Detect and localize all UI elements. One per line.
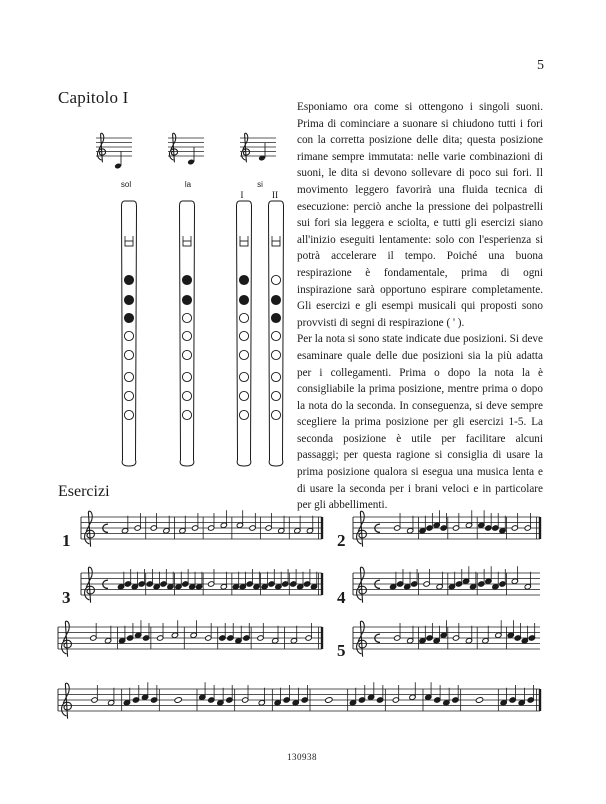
treble-clef-icon [62,683,72,719]
chapter-title: Capitolo I [58,88,129,107]
treble-clef-icon [357,511,367,547]
exercise-staff-5 [353,620,540,656]
note-head [475,697,483,704]
treble-clef-icon [62,621,72,657]
section-title: Esercizi [58,483,110,500]
exercise-number-4: 4 [337,588,346,607]
note-head [174,697,182,704]
treble-clef-icon [85,511,95,547]
exercise-staff-4 [353,566,540,602]
treble-clef-icon [85,567,95,603]
treble-clef-icon [357,621,367,657]
note-label-sol: sol [120,180,132,189]
exercise-number-2: 2 [337,531,346,550]
paragraph-2: Per la nota si sono state indicate due posizioni. Si deve esaminare quale delle due posizioni sia la più adatta per i collegamenti. Prima o dopo la nota la è consigliabile la prima posizione, mentre prima o dopo la nota do la seconda. In conseguenza, si deve sempre scegliere la prima posizione per gli esercizi 1-5. La seconda posizione è utile per facilitare alcuni passaggi; per questa ragione si consiglia di usare la prima posizione qualora si esegua una musica lenta e di usare la seconda per i brani veloci e in particolare per gli abbellimenti. [297,333,543,512]
footer-code: 130938 [287,752,317,762]
note-head [325,697,333,704]
note-label-si: si [257,180,263,189]
exercise-staff-4-cont [58,620,322,656]
position-label-I: I [240,191,244,201]
position-label-II: II [271,191,279,201]
note-label-la: la [184,180,192,189]
exercise-staff-1 [81,510,322,546]
paragraph-1: Esponiamo ora come si ottengono i singoli suoni. Prima di cominciare a suonare si chiudono tutti i fori con la corretta posizione delle dita; questa posizione rimane sempre immutata: nelle varie combinazioni di suoni, le dita si devono sollevare di poco sui fori. Il movimento leggero favorirà una fluida tecnica di esecuzione: perciò anche la pressione dei polpastrelli sui fori sia leggera e sciolta, e tutti gli esercizi siano all'inizio eseguiti lentamente: solo con l'esperienza si potrà accelerare il tempo. Poiché una buona respirazione è fondamentale, prima di ogni inspirazione sarà opportuno espirare completamente. Gli esercizi e gli esempi musicali qui proposti sono provvisti di segni di respirazione ( ' ). [297,101,543,329]
page-number: 5 [537,58,544,73]
treble-clef-icon [357,567,367,603]
exercise-number-1: 1 [62,531,71,550]
exercise-staff-5-cont [58,682,540,718]
exercise-staff-2 [353,510,540,546]
exercise-staff-3 [81,567,322,603]
exercise-number-3: 3 [62,588,71,607]
exercise-number-5: 5 [337,641,346,660]
